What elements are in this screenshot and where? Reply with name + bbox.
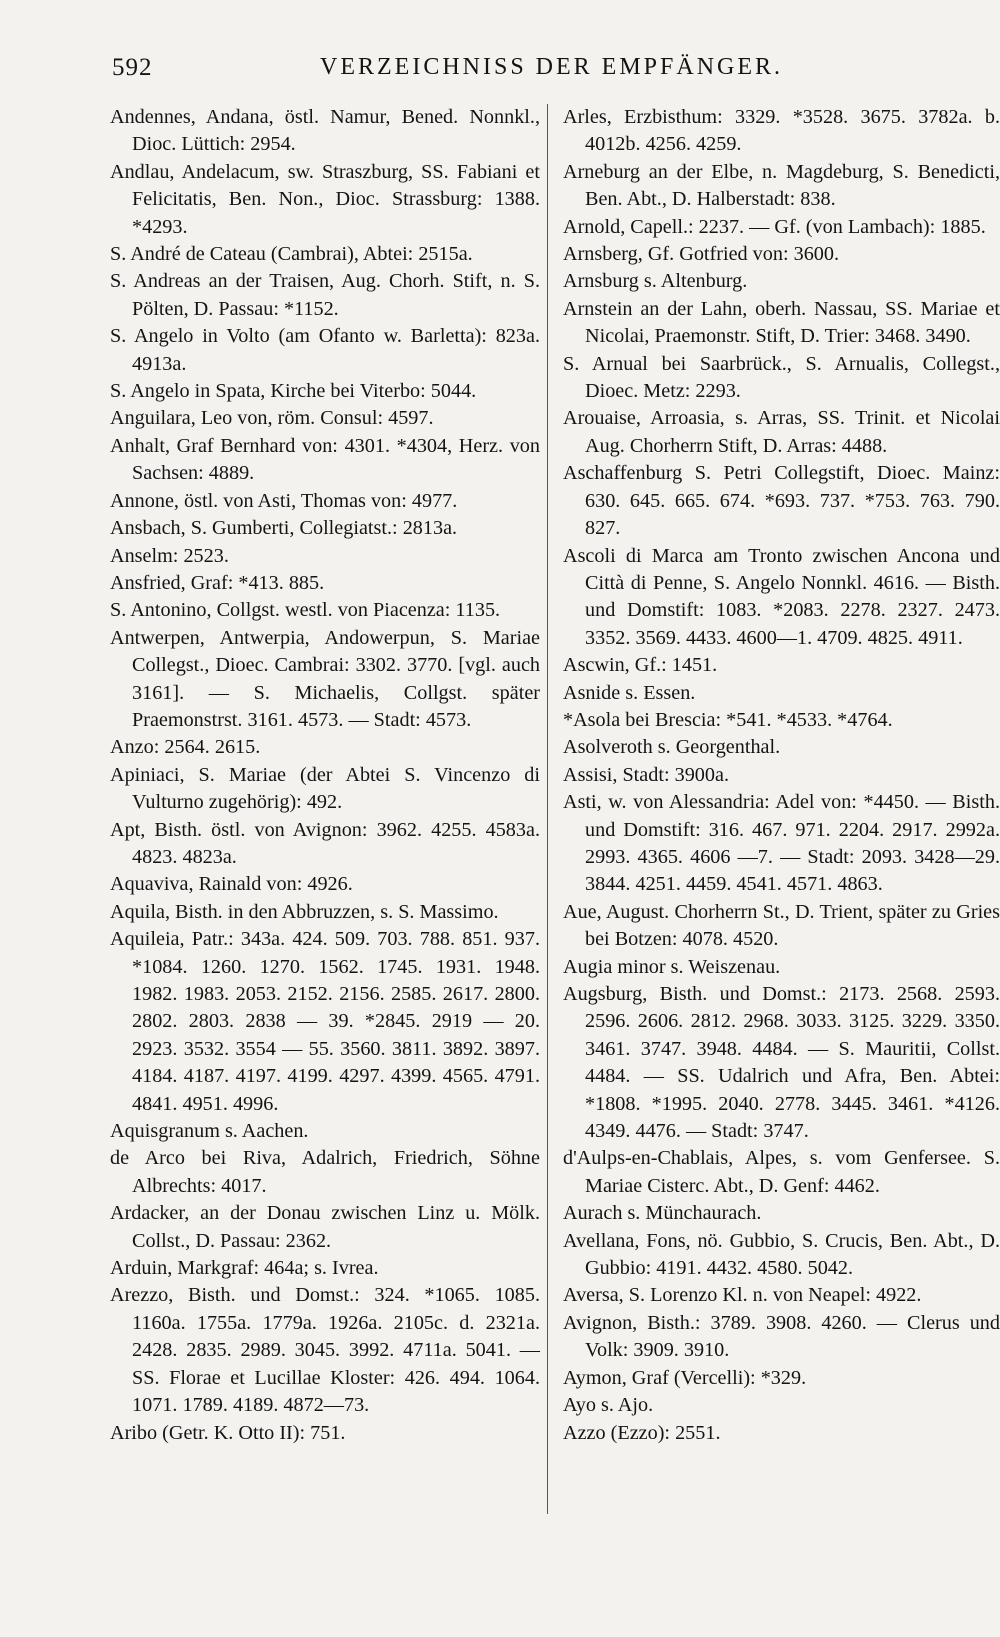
index-entry: Azzo (Ezzo): 2551.: [563, 1421, 721, 1444]
index-entry: S. Arnual bei Saarbrück., S. Arnualis, Collegst., Dioec. Metz: 2293.: [563, 352, 1000, 403]
index-entry: Arnsberg, Gf. Gotfried von: 3600.: [563, 243, 840, 266]
index-entry: Ascwin, Gf.: 1451.: [563, 654, 718, 677]
index-entry: S. Andreas an der Traisen, Aug. Chorh. Stift, n. S. Pölten, D. Passau: *1152.: [110, 270, 540, 320]
index-entry: Ansfried, Graf: *413. 885.: [110, 571, 325, 594]
index-entry: Avellana, Fons, nö. Gubbio, S. Crucis, Ben. Abt., D. Gubbio: 4191. 4432. 4580. 5042.: [563, 1229, 1000, 1280]
index-entry: Aquaviva, Rainald von: 4926.: [110, 873, 353, 896]
index-entry: Arezzo, Bisth. und Domst.: 324. *1065. 1085. 1160a. 1755a. 1779a. 1926a. 2105c. d. 2321a. 2428. 2835. 2989. 3045. 3992. 4711a. 5041. — SS. Florae et Lucillae Kloster: 426. 494. 1064. 1071. 1789. 4189. 4872—73.: [110, 1284, 540, 1417]
index-entry: Anguilara, Leo von, röm. Consul: 4597.: [110, 407, 434, 430]
index-entry: Aymon, Graf (Vercelli): *329.: [563, 1366, 807, 1389]
page-number: 592: [112, 54, 153, 81]
index-entry: *Asola bei Brescia: *541. *4533. *4764.: [563, 708, 893, 731]
index-entry: Arduin, Markgraf: 464a; s. Ivrea.: [110, 1257, 379, 1280]
index-entry: Arnstein an der Lahn, oberh. Nassau, SS. Mariae et Nicolai, Praemonstr. Stift, D. Trier: 3468. 3490.: [563, 297, 1000, 348]
index-entry: Asnide s. Essen.: [563, 681, 696, 704]
left-column: [110, 104, 540, 1447]
index-entry: Augia minor s. Weiszenau.: [563, 955, 781, 978]
index-entry: Arnold, Capell.: 2237. — Gf. (von Lambach): 1885.: [563, 215, 986, 238]
index-entry: Aschaffenburg S. Petri Collegstift, Dioec. Mainz: 630. 645. 665. 674. *693. 737. *753. 763. 790. 827.: [563, 462, 1000, 540]
index-entry: Asolveroth s. Georgenthal.: [563, 736, 781, 759]
index-entry: Aue, August. Chorherrn St., D. Trient, später zu Gries bei Botzen: 4078. 4520.: [563, 900, 1000, 951]
index-entry: Asti, w. von Alessandria: Adel von: *4450. — Bisth. und Domstift: 316. 467. 971. 2204. 2917. 2992a. 2993. 4365. 4606 —7. — Stadt: 2093. 3428—29. 3844. 4251. 4459. 4541. 4571. 4863.: [563, 791, 1000, 896]
index-entry: Augsburg, Bisth. und Domst.: 2173. 2568. 2593. 2596. 2606. 2812. 2968. 3033. 3125. 3229. 3350. 3461. 3747. 3948. 4484. — S. Mauritii, Collst. 4484. — SS. Udalrich und Afra, Ben. Abtei: *1808. *1995. 2040. 2778. 3445. 3461. *4126. 4349. 4476. — Stadt: 3747.: [563, 983, 1000, 1143]
index-entry: Aquila, Bisth. in den Abbruzzen, s. S. Massimo.: [110, 900, 499, 923]
index-entry: Aquisgranum s. Aachen.: [110, 1120, 309, 1143]
index-entry: Arnsburg s. Altenburg.: [563, 270, 748, 293]
index-entry: Apiniaci, S. Mariae (der Abtei S. Vincenzo di Vulturno zugehörig): 492.: [110, 763, 540, 814]
running-head: VERZEICHNISS DER EMPFÄNGER.: [320, 54, 784, 80]
index-entry: Aquileia, Patr.: 343a. 424. 509. 703. 788. 851. 937. *1084. 1260. 1270. 1562. 1745. 1931. 1948. 1982. 1983. 2053. 2152. 2156. 2585. 2617. 2800. 2802. 2803. 2838 — 39. *2845. 2919 — 20. 2923. 3532. 3554 — 55. 3560. 3811. 3892. 3897. 4184. 4187. 4197. 4199. 4297. 4399. 4565. 4791. 4841. 4951. 4996.: [110, 928, 540, 1115]
index-entry: Aribo (Getr. K. Otto II): 751.: [110, 1421, 346, 1444]
index-entry: Antwerpen, Antwerpia, Andowerpun, S. Mariae Collegst., Dioec. Cambrai: 3302. 3770. [vgl. auch 3161]. — S. Michaelis, Collgst. später Praemonstrst. 3161. 4573. — Stadt: 4573.: [110, 626, 540, 731]
index-entry: Apt, Bisth. östl. von Avignon: 3962. 4255. 4583a. 4823. 4823a.: [110, 818, 540, 868]
index-entry: Aurach s. Münchaurach.: [563, 1202, 762, 1225]
index-entry: Arles, Erzbisthum: 3329. *3528. 3675. 3782a. b. 4012b. 4256. 4259.: [563, 106, 1000, 156]
index-entry: Anhalt, Graf Bernhard von: 4301. *4304, Herz. von Sachsen: 4889.: [110, 434, 540, 485]
index-entry: Annone, östl. von Asti, Thomas von: 4977.: [110, 489, 458, 512]
index-entry: Ayo s. Ajo.: [563, 1394, 654, 1417]
index-entry: Andlau, Andelacum, sw. Straszburg, SS. Fabiani et Felicitatis, Ben. Non., Dioc. Strassburg: 1388. *4293.: [110, 160, 540, 238]
index-entry: Anzo: 2564. 2615.: [110, 736, 261, 759]
index-entry: Arneburg an der Elbe, n. Magdeburg, S. Benedicti, Ben. Abt., D. Halberstadt: 838.: [563, 160, 1000, 211]
index-entry: S. Antonino, Collgst. westl. von Piacenza: 1135.: [110, 599, 501, 622]
index-entry: Assisi, Stadt: 3900a.: [563, 763, 729, 786]
index-entry: Anselm: 2523.: [110, 544, 229, 567]
index-entry: S. Angelo in Spata, Kirche bei Viterbo: 5044.: [110, 380, 477, 403]
index-entry: Ascoli di Marca am Tronto zwischen Ancona und Città di Penne, S. Angelo Nonnkl. 4616. — Bisth. und Domstift: 1083. *2083. 2278. 2327. 2473. 3352. 3569. 4433. 4600—1. 4709. 4825. 4911.: [563, 544, 1000, 649]
index-entry: Arouaise, Arroasia, s. Arras, SS. Trinit. et Nicolai Aug. Chorherrn Stift, D. Arras: 4488.: [563, 407, 1000, 457]
index-entry: Ardacker, an der Donau zwischen Linz u. Mölk. Collst., D. Passau: 2362.: [110, 1202, 540, 1252]
index-entry: de Arco bei Riva, Adalrich, Friedrich, Söhne Albrechts: 4017.: [110, 1147, 540, 1197]
index-entry: S. André de Cateau (Cambrai), Abtei: 2515a.: [110, 243, 473, 266]
index-entry: Avignon, Bisth.: 3789. 3908. 4260. — Clerus und Volk: 3909. 3910.: [563, 1311, 1000, 1362]
index-entry: Aversa, S. Lorenzo Kl. n. von Neapel: 4922.: [563, 1284, 922, 1307]
right-column: [563, 104, 1000, 1447]
index-entry: Andennes, Andana, östl. Namur, Bened. Nonnkl., Dioc. Lüttich: 2954.: [110, 106, 540, 156]
index-entry: S. Angelo in Volto (am Ofanto w. Barletta): 823a. 4913a.: [110, 325, 540, 375]
index-entry: d'Aulps-en-Chablais, Alpes, s. vom Genfersee. S. Mariae Cisterc. Abt., D. Genf: 4462.: [563, 1147, 1000, 1197]
column-divider: [547, 104, 548, 1514]
index-entry: Ansbach, S. Gumberti, Collegiatst.: 2813a.: [110, 517, 458, 540]
